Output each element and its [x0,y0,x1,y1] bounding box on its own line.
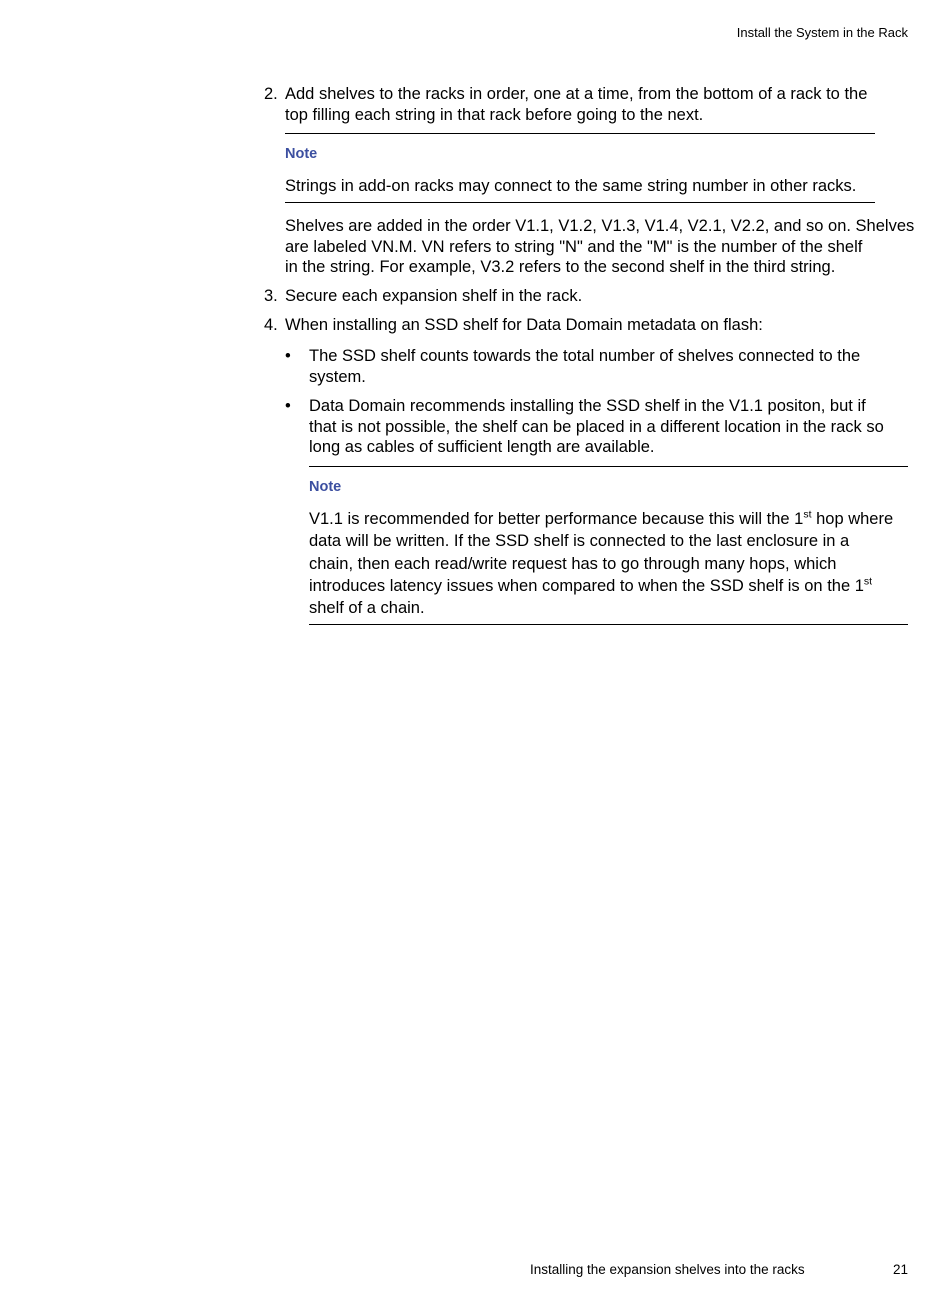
note-bottom-rule [309,624,908,625]
step-4 [264,315,904,336]
list-item-text [309,346,860,387]
note-text-run: V1.1 is recommended for better performance because this will the 1 [309,510,804,528]
step-number: 3. [264,287,278,305]
footer-section-title: Installing the expansion shelves into the racks [530,1262,805,1277]
note-line: data will be written. If the SSD shelf is connected to the last enclosure in a [309,532,850,551]
note-text-run: introduces latency issues when compared to when the SSD shelf is on the 1 [309,576,864,595]
list-item-line: that is not possible, the shelf can be placed in a different location in the rack so [309,417,884,436]
shelf-order-paragraph [285,216,914,278]
running-header: Install the System in the Rack [736,25,908,40]
list-item-line: system. [309,367,366,386]
list-item [285,396,915,458]
step-text-line: top filling each string in that rack before going to the next. [285,105,704,124]
note-line: shelf of a chain. [309,599,425,618]
page-number: 21 [893,1262,909,1277]
step-3 [264,286,904,307]
note-top-rule [309,466,908,467]
list-item-text [309,396,884,458]
step-text: Secure each expansion shelf in the rack. [285,287,583,305]
list-item-line: long as cables of sufficient length are available. [309,438,655,456]
note-text-run: hop where [811,510,894,528]
list-item-line: Data Domain recommends installing the SSD shelf in the V1.1 positon, but if [309,397,866,415]
ordinal-superscript: st [803,508,812,521]
step-text [285,84,867,125]
note-label: Note [285,146,318,162]
paragraph-line: Shelves are added in the order V1.1, V1.2, V1.3, V1.4, V2.1, V2.2, and so on. Shelves [285,217,915,235]
note-text [309,508,893,619]
note-line [309,508,893,530]
paragraph-line: in the string. For example, V3.2 refers to the second shelf in the third string. [285,258,836,276]
bullet-marker: • [285,347,291,365]
step-2 [264,84,904,126]
note-line [309,575,893,597]
bullet-marker: • [285,397,291,415]
note-top-rule [285,133,875,134]
list-item [285,346,915,388]
step-number: 4. [264,316,278,334]
note-line: chain, then each read/write request has to go through many hops, which [309,554,837,573]
note-bottom-rule [285,202,875,203]
paragraph-line: are labeled VN.M. VN refers to string "N" and the "M" is the number of the shelf [285,237,863,256]
note-text: Strings in add-on racks may connect to the same string number in other racks. [285,177,857,195]
ordinal-superscript: st [863,575,873,588]
list-item-line: The SSD shelf counts towards the total number of shelves connected to the [309,347,861,365]
step-text-line: Add shelves to the racks in order, one at a time, from the bottom of a rack to the [285,85,868,103]
step-text: When installing an SSD shelf for Data Domain metadata on flash: [285,316,763,334]
note-label: Note [309,479,342,495]
step-number: 2. [264,85,278,103]
